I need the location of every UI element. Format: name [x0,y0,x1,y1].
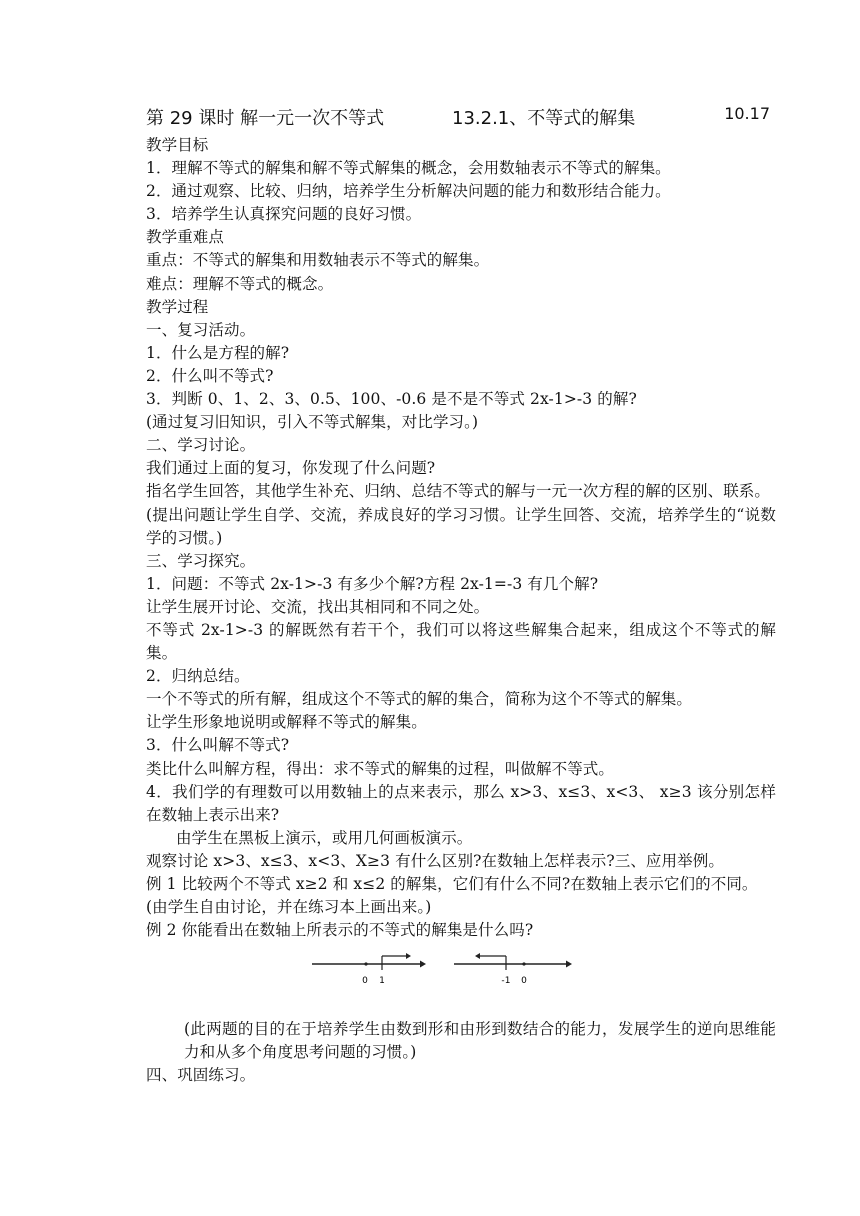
axis-arrow [566,961,572,968]
paragraph: 2．什么叫不等式? [146,366,274,385]
paragraph: 类比什么叫解方程，得出：求不等式的解集的过程，叫做解不等式。 [146,759,615,778]
number-line-1 [312,953,426,986]
section-heading: 二、学习讨论。 [146,436,256,455]
paragraph: 观察讨论 x>3、x≤3、x<3、X≥3 有什么区别?在数轴上怎样表示?三、应用举例。 [146,851,724,870]
axis-arrow [420,961,426,968]
paragraph: 4．我们学的有理数可以用数轴上的点来表示，那么 x>3、x≤3、x<3、 x≥3 该分别怎样在数轴上表示出来? [146,782,776,824]
tick-label: 0 [362,976,368,987]
section-title: 13.2.1、不等式的解集 [452,108,636,129]
tick-point [522,963,525,966]
paragraph: 1．理解不等式的解集和解不等式解集的概念，会用数轴表示不等式的解集。 [146,159,671,178]
paragraph: 1．什么是方程的解? [146,343,290,362]
paragraph: 1．问题：不等式 2x-1>-3 有多少个解?方程 2x-1=-3 有几个解? [146,574,599,593]
paragraph: 2．归纳总结。 [146,667,250,686]
paragraph: 我们通过上面的复习，你发现了什么问题? [146,459,436,478]
solution-ray-arrow [475,953,480,959]
section-heading: 三、学习探究。 [146,551,256,570]
paragraph: 例 1 比较两个不等式 x≥2 和 x≤2 的解集，它们有什么不同?在数轴上表示它们的不同。 [146,875,758,893]
paragraph: (由学生自由讨论，并在练习本上画出来。) [146,898,432,917]
number-line-figure [146,942,776,1018]
heading-process: 教学过程 [146,297,209,316]
paragraph: (提出问题让学生自学、交流，养成良好的学习习惯。让学生回答、交流，培养学生的“说数学的习惯。) [146,505,776,547]
lesson-title: 第 29 课时 解一元一次不等式 [146,108,385,129]
paragraph: 让学生展开讨论、交流，找出其相同和不同之处。 [146,597,490,616]
heading-key-points: 教学重难点 [146,228,225,247]
heading-objectives: 教学目标 [146,136,209,154]
section-heading: 四、巩固练习。 [146,1066,256,1085]
paragraph: 难点：理解不等式的概念。 [146,274,334,293]
tick-label: -1 [501,976,511,987]
paragraph: 2．通过观察、比较、归纳，培养学生分析解决问题的能力和数形结合能力。 [146,182,671,201]
paragraph: 一个不等式的所有解，组成这个不等式的解的集合，简称为这个不等式的解集。 [146,690,693,709]
paragraph: 重点：不等式的解集和用数轴表示不等式的解集。 [146,251,490,270]
paragraph: 让学生形象地说明或解释不等式的解集。 [146,713,427,732]
tick-label: 0 [521,976,527,987]
date-label: 10.17 [724,104,770,123]
paragraph: 不等式 2x-1>-3 的解既然有若干个，我们可以将这些解集合起来，组成这个不等式的解集。 [146,620,776,663]
number-line-2 [454,953,572,986]
document-body [146,134,776,1088]
paragraph: 指名学生回答，其他学生补充、归纳、总结不等式的解与一元一次方程的解的区别、联系。 [146,482,771,501]
number-lines-svg [312,950,612,990]
paragraph: 例 2 你能看出在数轴上所表示的不等式的解集是什么吗? [146,921,534,940]
page-title [146,104,776,130]
paragraph: 3．培养学生认真探究问题的良好习惯。 [146,205,422,224]
paragraph: 3．什么叫解不等式? [146,736,290,755]
paragraph: (此两题的目的在于培养学生由数到形和由形到数结合的能力，发展学生的逆向思维能力和从多个角度思考问题的习惯。) [184,1020,776,1062]
paragraph: (通过复习旧知识，引入不等式解集，对比学习。) [146,413,479,432]
tick-point [364,963,367,966]
solution-ray-arrow [406,953,411,959]
paragraph: 由学生在黑板上演示，或用几何画板演示。 [176,828,473,847]
paragraph: 3．判断 0、1、2、3、0.5、100、-0.6 是不是不等式 2x-1>-3 的解? [146,390,637,409]
tick-label: 1 [379,976,385,987]
section-heading: 一、复习活动。 [146,320,256,339]
